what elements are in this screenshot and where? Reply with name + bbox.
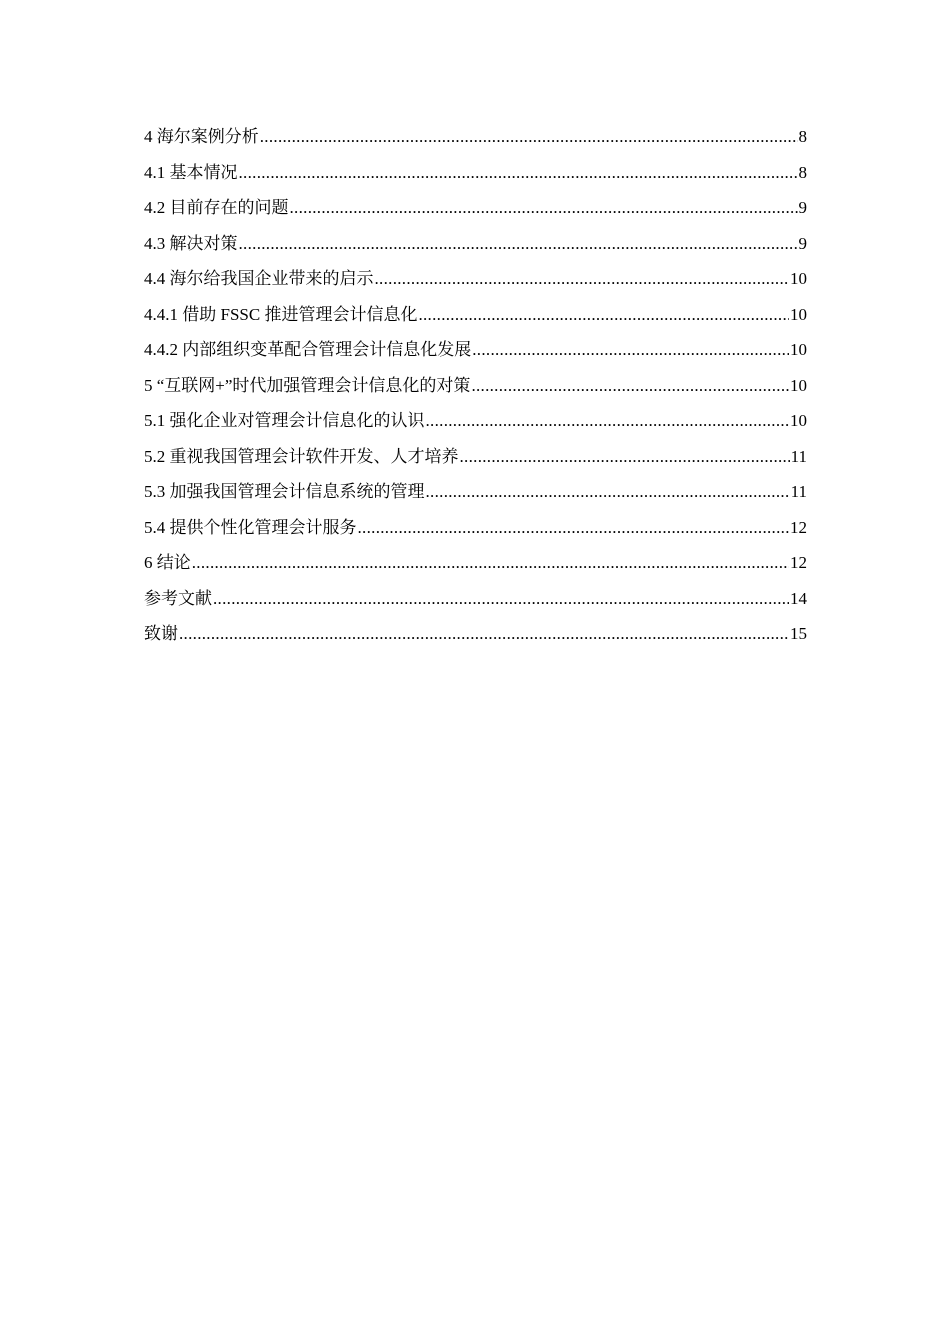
toc-dot-leader <box>472 332 789 368</box>
toc-entry[interactable] <box>144 474 807 510</box>
toc-entry[interactable] <box>144 368 807 404</box>
toc-entry[interactable] <box>144 439 807 475</box>
toc-dot-leader <box>192 545 789 581</box>
toc-entry-page: 11 <box>790 446 807 466</box>
toc-entry[interactable] <box>144 616 807 652</box>
toc-entry-page: 9 <box>798 233 807 253</box>
toc-entry-title: 4.2 目前存在的问题 <box>144 198 289 217</box>
toc-entry-page: 12 <box>790 517 807 537</box>
toc-entry[interactable] <box>144 261 807 297</box>
toc-entry-page: 9 <box>798 198 807 217</box>
toc-dot-leader <box>260 119 798 155</box>
toc-entry-title: 5 “互联网+”时代加强管理会计信息化的对策 <box>144 375 471 395</box>
toc-dot-leader <box>471 368 789 404</box>
toc-dot-leader <box>239 226 798 262</box>
toc-entry-page: 10 <box>790 269 807 288</box>
toc-entry[interactable] <box>144 545 807 581</box>
toc-entry[interactable] <box>144 119 807 155</box>
toc-entry-page: 10 <box>790 340 807 359</box>
toc-entry-page: 8 <box>798 127 807 146</box>
toc-entry[interactable] <box>144 332 807 368</box>
toc-entry-title: 5.2 重视我国管理会计软件开发、人才培养 <box>144 446 459 466</box>
toc-entry[interactable] <box>144 581 807 617</box>
toc-entry-page: 15 <box>790 624 807 643</box>
toc-entry-page: 10 <box>790 304 807 324</box>
toc-entry-page: 10 <box>790 411 807 430</box>
toc-entry-title: 4.4 海尔给我国企业带来的启示 <box>144 269 374 288</box>
toc-entry-title: 参考文献 <box>144 588 212 608</box>
toc-entry-page: 8 <box>798 162 807 182</box>
toc-entry-title: 4 海尔案例分析 <box>144 127 259 146</box>
toc-dot-leader <box>426 474 790 510</box>
toc-dot-leader <box>426 403 790 439</box>
toc-entry[interactable] <box>144 155 807 191</box>
toc-entry-title: 6 结论 <box>144 553 191 572</box>
toc-entry-title: 4.3 解决对策 <box>144 233 238 253</box>
toc-dot-leader <box>358 510 790 546</box>
toc-entry-page: 10 <box>790 375 807 395</box>
toc-entry-page: 12 <box>790 553 807 572</box>
toc-entry-title: 4.1 基本情况 <box>144 162 238 182</box>
toc-dot-leader <box>375 261 790 297</box>
toc-entry[interactable] <box>144 190 807 226</box>
toc-entry[interactable] <box>144 226 807 262</box>
toc-entry-title: 4.4.1 借助 FSSC 推进管理会计信息化 <box>144 304 418 324</box>
toc-entry-page: 14 <box>790 588 807 608</box>
toc-dot-leader <box>418 297 789 333</box>
toc-dot-leader <box>213 581 789 617</box>
toc-dot-leader <box>290 190 798 226</box>
toc-entry-page: 11 <box>790 482 807 501</box>
toc-dot-leader <box>239 155 798 191</box>
toc-entry-title: 5.1 强化企业对管理会计信息化的认识 <box>144 411 425 430</box>
toc-entry-title: 5.4 提供个性化管理会计服务 <box>144 517 357 537</box>
toc-dot-leader <box>460 439 790 475</box>
toc-dot-leader <box>179 616 789 652</box>
table-of-contents <box>144 119 807 652</box>
toc-entry-title: 致谢 <box>144 624 178 643</box>
toc-entry-title: 5.3 加强我国管理会计信息系统的管理 <box>144 482 425 501</box>
toc-entry[interactable] <box>144 510 807 546</box>
toc-entry[interactable] <box>144 403 807 439</box>
toc-entry-title: 4.4.2 内部组织变革配合管理会计信息化发展 <box>144 340 472 359</box>
toc-entry[interactable] <box>144 297 807 333</box>
